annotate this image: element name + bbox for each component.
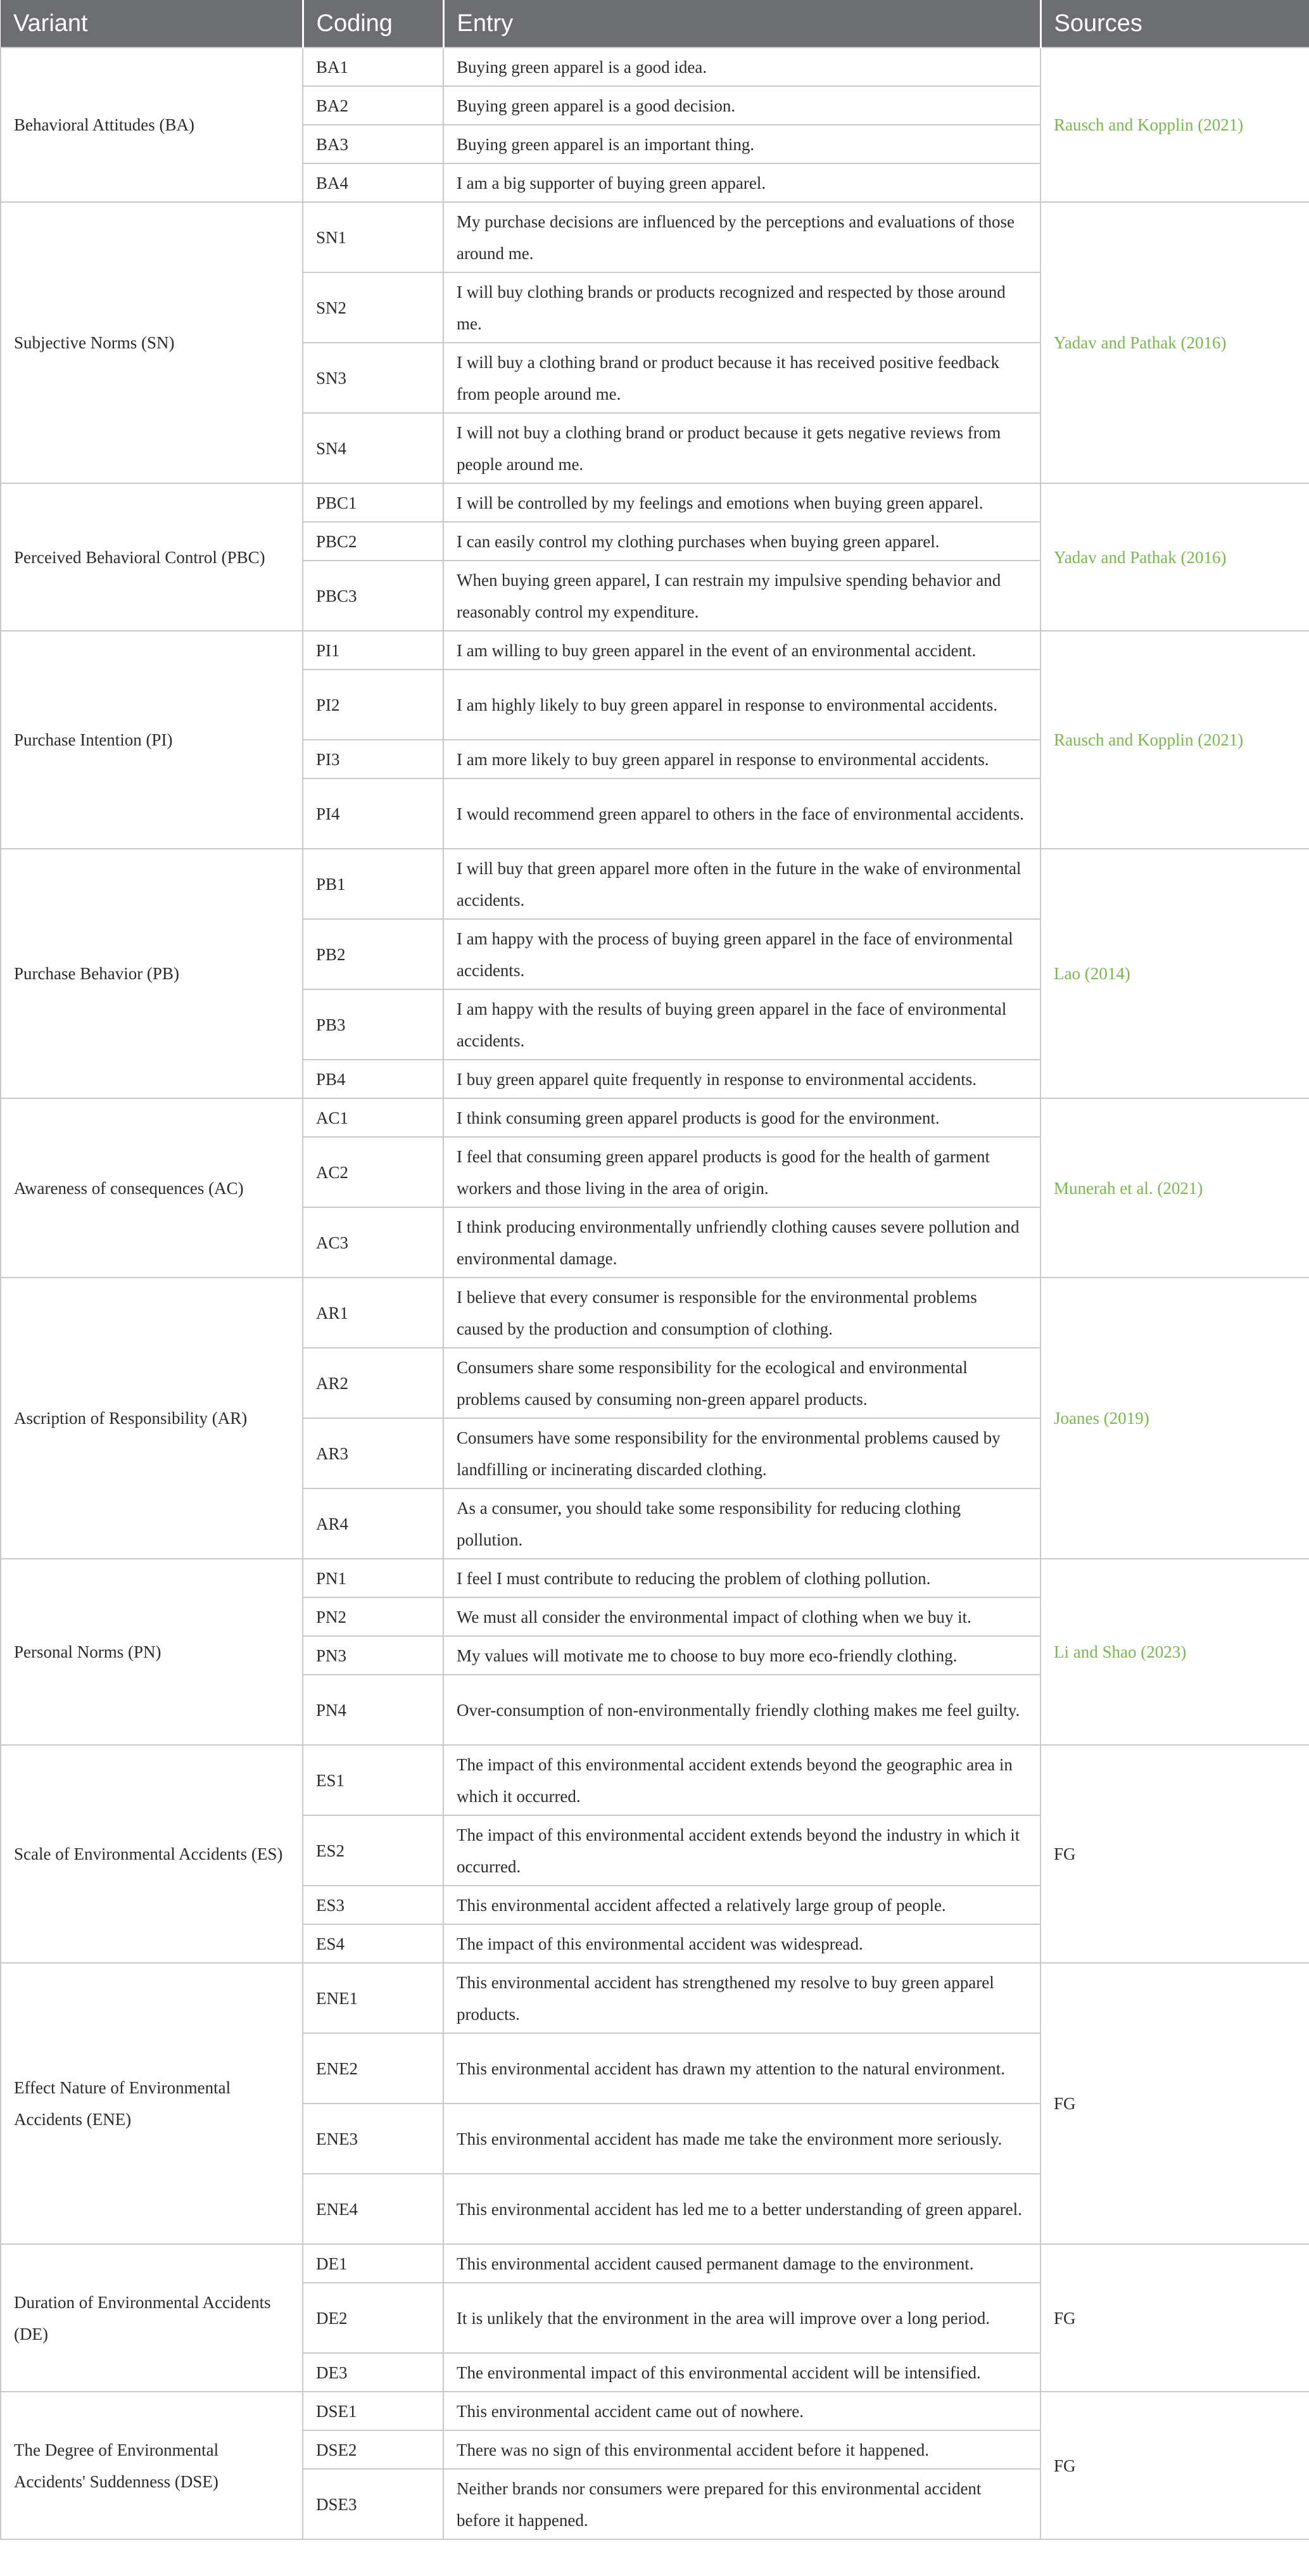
coding-cell: AC2 — [303, 1137, 443, 1207]
entry-cell: As a consumer, you should take some responsibility for reducing clothing pollution. — [443, 1488, 1040, 1559]
coding-cell: AR3 — [303, 1418, 443, 1488]
entry-cell: I will be controlled by my feelings and emotions when buying green apparel. — [443, 483, 1040, 522]
table-row — [1, 2392, 1309, 2430]
table-row — [1, 1559, 1309, 1597]
entry-cell: The impact of this environmental accident extends beyond the geographic area in which it occurred. — [443, 1745, 1040, 1815]
entry-cell: I will buy a clothing brand or product because it has received positive feedback from people around me. — [443, 343, 1040, 413]
entry-cell: I think producing environmentally unfriendly clothing causes severe pollution and environmental damage. — [443, 1207, 1040, 1278]
entry-cell: I can easily control my clothing purchases when buying green apparel. — [443, 522, 1040, 561]
table-row — [1, 631, 1309, 669]
coding-cell: AR1 — [303, 1278, 443, 1348]
variant-cell: Behavioral Attitudes (BA) — [1, 48, 303, 202]
header-entry: Entry — [443, 0, 1040, 48]
table-row — [1, 48, 1309, 86]
coding-cell: PI1 — [303, 631, 443, 669]
variant-cell: Ascription of Responsibility (AR) — [1, 1278, 303, 1559]
coding-cell: BA2 — [303, 86, 443, 125]
entry-cell: My values will motivate me to choose to buy more eco-friendly clothing. — [443, 1636, 1040, 1675]
entry-cell: I am highly likely to buy green apparel in response to environmental accidents. — [443, 669, 1040, 740]
table-row — [1, 1098, 1309, 1137]
table-row — [1, 849, 1309, 919]
variant-cell: Effect Nature of Environmental Accidents (ENE) — [1, 1963, 303, 2244]
variant-cell: Personal Norms (PN) — [1, 1559, 303, 1745]
entry-cell: This environmental accident has led me to a better understanding of green apparel. — [443, 2174, 1040, 2244]
coding-cell: AR4 — [303, 1488, 443, 1559]
entry-cell: Neither brands nor consumers were prepared for this environmental accident before it happened. — [443, 2469, 1040, 2539]
coding-cell: AC3 — [303, 1207, 443, 1278]
entry-cell: This environmental accident affected a relatively large group of people. — [443, 1886, 1040, 1924]
source-cell: FG — [1040, 2392, 1309, 2539]
source-citation-link[interactable]: Joanes (2019) — [1040, 1278, 1309, 1559]
coding-cell: ES3 — [303, 1886, 443, 1924]
entry-cell: Buying green apparel is a good idea. — [443, 48, 1040, 86]
coding-cell: DE1 — [303, 2244, 443, 2283]
entry-cell: I think consuming green apparel products is good for the environment. — [443, 1098, 1040, 1137]
variant-cell: The Degree of Environmental Accidents' Suddenness (DSE) — [1, 2392, 303, 2539]
coding-cell: PBC3 — [303, 561, 443, 631]
entry-cell: I will buy that green apparel more often in the future in the wake of environmental accidents. — [443, 849, 1040, 919]
variant-cell: Awareness of consequences (AC) — [1, 1098, 303, 1278]
entry-cell: The environmental impact of this environmental accident will be intensified. — [443, 2353, 1040, 2392]
source-citation-link[interactable]: Munerah et al. (2021) — [1040, 1098, 1309, 1278]
source-cell: FG — [1040, 1745, 1309, 1963]
table-row — [1, 1278, 1309, 1348]
variant-cell: Purchase Behavior (PB) — [1, 849, 303, 1098]
coding-cell: DSE1 — [303, 2392, 443, 2430]
source-cell: FG — [1040, 1963, 1309, 2244]
coding-cell: ES2 — [303, 1815, 443, 1886]
coding-cell: PI3 — [303, 740, 443, 778]
entry-cell: I buy green apparel quite frequently in response to environmental accidents. — [443, 1060, 1040, 1098]
coding-cell: ENE1 — [303, 1963, 443, 2033]
variant-cell: Subjective Norms (SN) — [1, 202, 303, 483]
coding-cell: PBC1 — [303, 483, 443, 522]
coding-cell: PBC2 — [303, 522, 443, 561]
coding-cell: PN1 — [303, 1559, 443, 1597]
entry-cell: When buying green apparel, I can restrain my impulsive spending behavior and reasonably control my expenditure. — [443, 561, 1040, 631]
coding-cell: PB3 — [303, 989, 443, 1060]
entry-cell: This environmental accident has made me take the environment more seriously. — [443, 2103, 1040, 2174]
variant-cell: Perceived Behavioral Control (PBC) — [1, 483, 303, 631]
entry-cell: Buying green apparel is a good decision. — [443, 86, 1040, 125]
coding-cell: ENE3 — [303, 2103, 443, 2174]
coding-cell: PB1 — [303, 849, 443, 919]
source-citation-link[interactable]: Li and Shao (2023) — [1040, 1559, 1309, 1745]
table-row — [1, 1745, 1309, 1815]
coding-cell: PB4 — [303, 1060, 443, 1098]
source-citation-link[interactable]: Rausch and Kopplin (2021) — [1040, 48, 1309, 202]
coding-cell: DE2 — [303, 2283, 443, 2353]
variant-cell: Duration of Environmental Accidents (DE) — [1, 2244, 303, 2392]
entry-cell: This environmental accident came out of nowhere. — [443, 2392, 1040, 2430]
coding-cell: SN3 — [303, 343, 443, 413]
entry-cell: Consumers have some responsibility for the environmental problems caused by landfilling or incinerating discarded clothing. — [443, 1418, 1040, 1488]
table-row — [1, 1963, 1309, 2033]
variant-cell: Scale of Environmental Accidents (ES) — [1, 1745, 303, 1963]
coding-cell: PN4 — [303, 1675, 443, 1745]
table-body — [1, 48, 1309, 2539]
coding-cell: SN2 — [303, 272, 443, 343]
coding-cell: PB2 — [303, 919, 443, 989]
header-row — [1, 0, 1309, 48]
coding-cell: ES1 — [303, 1745, 443, 1815]
source-citation-link[interactable]: Yadav and Pathak (2016) — [1040, 202, 1309, 483]
entry-cell: I am a big supporter of buying green apparel. — [443, 163, 1040, 202]
entry-cell: This environmental accident has strengthened my resolve to buy green apparel products. — [443, 1963, 1040, 2033]
variant-cell: Purchase Intention (PI) — [1, 631, 303, 849]
source-cell: FG — [1040, 2244, 1309, 2392]
entry-cell: This environmental accident has drawn my attention to the natural environment. — [443, 2033, 1040, 2103]
coding-cell: SN1 — [303, 202, 443, 272]
coding-cell: ES4 — [303, 1924, 443, 1963]
coding-cell: SN4 — [303, 413, 443, 483]
entry-cell: Consumers share some responsibility for the ecological and environmental problems caused by consuming non-green apparel products. — [443, 1348, 1040, 1418]
coding-cell: BA1 — [303, 48, 443, 86]
coding-cell: BA4 — [303, 163, 443, 202]
entry-cell: This environmental accident caused permanent damage to the environment. — [443, 2244, 1040, 2283]
entry-cell: There was no sign of this environmental accident before it happened. — [443, 2430, 1040, 2469]
entry-cell: I am more likely to buy green apparel in response to environmental accidents. — [443, 740, 1040, 778]
entry-cell: Buying green apparel is an important thing. — [443, 125, 1040, 163]
table-row — [1, 483, 1309, 522]
entry-cell: I am happy with the process of buying green apparel in the face of environmental accidents. — [443, 919, 1040, 989]
coding-cell: PI2 — [303, 669, 443, 740]
coding-cell: PN3 — [303, 1636, 443, 1675]
entry-cell: I feel I must contribute to reducing the problem of clothing pollution. — [443, 1559, 1040, 1597]
table-row — [1, 202, 1309, 272]
header-coding: Coding — [303, 0, 443, 48]
entry-cell: I am willing to buy green apparel in the event of an environmental accident. — [443, 631, 1040, 669]
coding-cell: AR2 — [303, 1348, 443, 1418]
coding-cell: AC1 — [303, 1098, 443, 1137]
coding-cell: ENE2 — [303, 2033, 443, 2103]
source-citation-link[interactable]: Rausch and Kopplin (2021) — [1040, 631, 1309, 849]
coding-cell: ENE4 — [303, 2174, 443, 2244]
coding-cell: DSE2 — [303, 2430, 443, 2469]
entry-cell: I am happy with the results of buying green apparel in the face of environmental accidents. — [443, 989, 1040, 1060]
entry-cell: Over-consumption of non-environmentally friendly clothing makes me feel guilty. — [443, 1675, 1040, 1745]
header-sources: Sources — [1040, 0, 1309, 48]
coding-cell: BA3 — [303, 125, 443, 163]
coding-cell: PI4 — [303, 778, 443, 849]
entry-cell: I will not buy a clothing brand or product because it gets negative reviews from people around me. — [443, 413, 1040, 483]
entry-cell: I feel that consuming green apparel products is good for the health of garment workers and those living in the area of origin. — [443, 1137, 1040, 1207]
entry-cell: It is unlikely that the environment in the area will improve over a long period. — [443, 2283, 1040, 2353]
entry-cell: I would recommend green apparel to others in the face of environmental accidents. — [443, 778, 1040, 849]
coding-cell: DE3 — [303, 2353, 443, 2392]
source-citation-link[interactable]: Yadav and Pathak (2016) — [1040, 483, 1309, 631]
header-variant: Variant — [1, 0, 303, 48]
coding-cell: PN2 — [303, 1597, 443, 1636]
table-row — [1, 2244, 1309, 2283]
entry-cell: We must all consider the environmental impact of clothing when we buy it. — [443, 1597, 1040, 1636]
entry-cell: The impact of this environmental accident extends beyond the industry in which it occurred. — [443, 1815, 1040, 1886]
entry-cell: The impact of this environmental accident was widespread. — [443, 1924, 1040, 1963]
source-citation-link[interactable]: Lao (2014) — [1040, 849, 1309, 1098]
entry-cell: I believe that every consumer is responsible for the environmental problems caused by the production and consumption of clothing. — [443, 1278, 1040, 1348]
entry-cell: I will buy clothing brands or products recognized and respected by those around me. — [443, 272, 1040, 343]
entry-cell: My purchase decisions are influenced by the perceptions and evaluations of those around me. — [443, 202, 1040, 272]
coding-cell: DSE3 — [303, 2469, 443, 2539]
